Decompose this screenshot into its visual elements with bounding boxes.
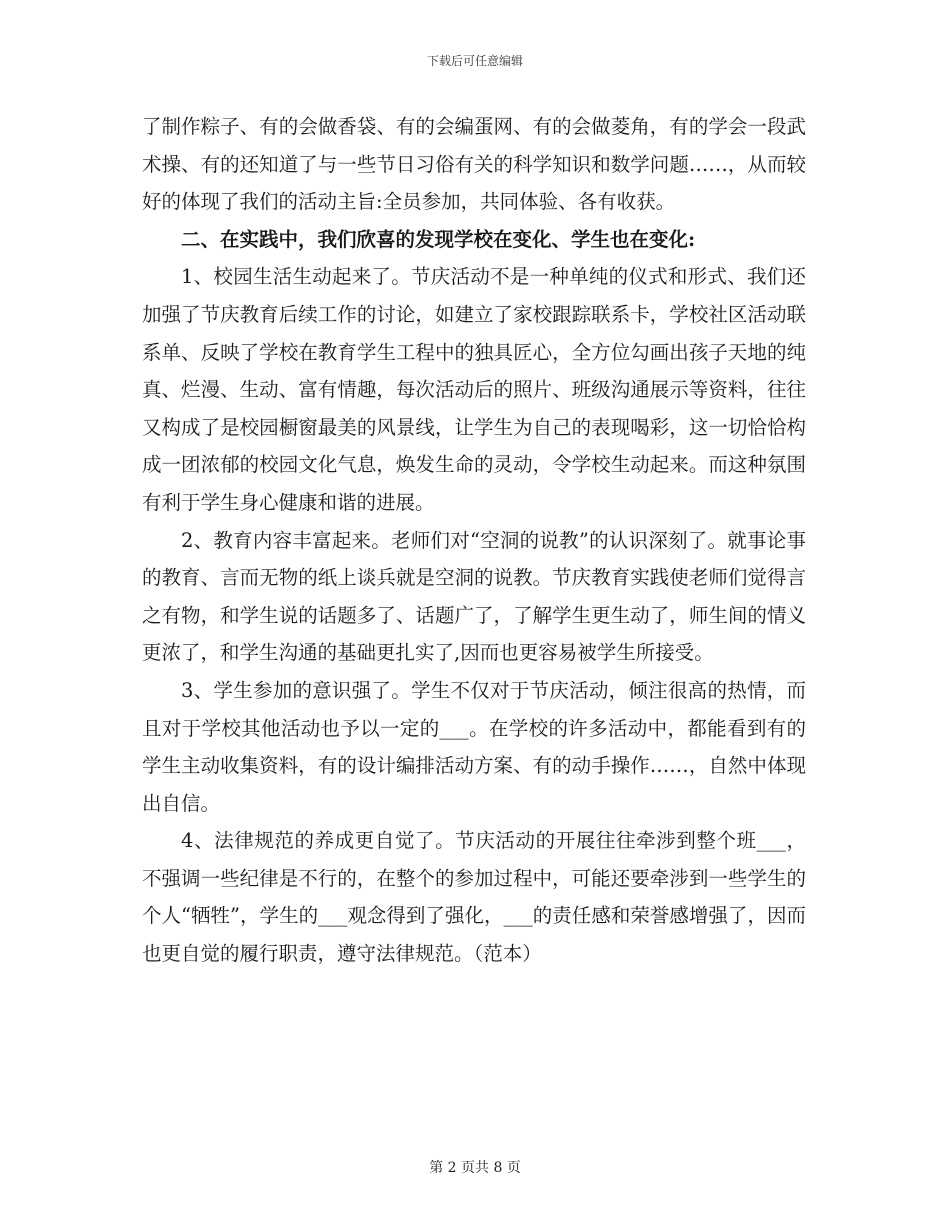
page-header: 下载后可任意编辑 bbox=[426, 54, 523, 68]
page-number: 第 2 页共 8 页 bbox=[429, 1160, 521, 1176]
paragraph-item-3: 3、学生参加的意识强了。学生不仅对于节庆活动，倾注很高的热情，而且对于学校其他活动也予以一定的___。在学校的许多活动中，都能看到有的学生主动收集资料，有的设计编排活动方案、有的动手操作……，自然中体现出自信。 bbox=[142, 678, 806, 815]
document-body bbox=[142, 108, 806, 973]
paragraph-item-1: 1、校园生活生动起来了。节庆活动不是一种单纯的仪式和形式、我们还加强了节庆教育后续工作的讨论，如建立了家校跟踪联系卡，学校社区活动联系单、反映了学校在教育学生工程中的独具匠心，全方位勾画出孩子天地的纯真、烂漫、生动、富有情趣，每次活动后的照片、班级沟通展示等资料，往往又构成了是校园橱窗最美的风景线，让学生为自己的表现喝彩，这一切恰恰构成一团浓郁的校园文化气息，焕发生命的灵动，令学校生动起来。而这种氛围有利于学生身心健康和谐的进展。 bbox=[142, 265, 806, 514]
section-heading: 二、在实践中，我们欣喜的发现学校在变化、学生也在变化: bbox=[181, 227, 696, 251]
paragraph-item-4: 4、法律规范的养成更自觉了。节庆活动的开展往往牵涉到整个班___，不强调一些纪律是不行的，在整个的参加过程中，可能还要牵涉到一些学生的个人“牺牲”，学生的___观念得到了强化，___的责任感和荣誉感增强了，因而也更自觉的履行职责，遵守法律规范。（范本） bbox=[142, 829, 806, 966]
paragraph-continuation: 了制作粽子、有的会做香袋、有的会编蛋网、有的会做菱角，有的学会一段武术操、有的还知道了与一些节日习俗有关的科学知识和数学问题……，从而较好的体现了我们的活动主旨:全员参加，共同体验、各有收获。 bbox=[142, 115, 806, 214]
paragraph-item-2: 2、教育内容丰富起来。老师们对“空洞的说教”的认识深刻了。就事论事的教育、言而无物的纸上谈兵就是空洞的说教。节庆教育实践使老师们觉得言之有物，和学生说的话题多了、话题广了，了解学生更生动了，师生间的情义更浓了，和学生沟通的基础更扎实了,因而也更容易被学生所接受。 bbox=[142, 528, 806, 665]
